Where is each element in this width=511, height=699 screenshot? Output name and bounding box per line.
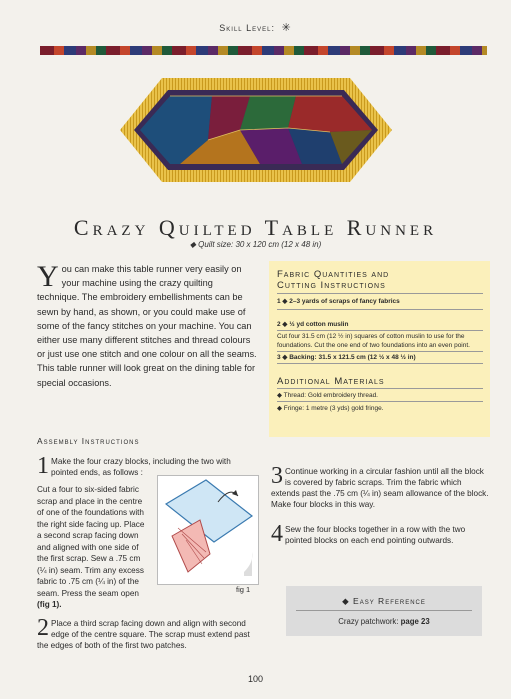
skill-level-label: Skill Level: — [219, 23, 275, 33]
step-1-detail-text: Cut a four to six-sided fabric scrap and place in the centre of one of the foundations with the right side facing up. Place a second scrap facing down and aligned with one side of the first scrap. Sew a .75 cm (¼ in) seam. Trim any excess fabric to .75 cm (¼ in) of the seam. Press the seam open — [37, 485, 145, 598]
fabric-heading-line2: Cutting Instructions — [277, 280, 386, 291]
intro-paragraph — [37, 262, 257, 390]
star-icon: ✳ — [281, 22, 292, 34]
easy-reference-text: Crazy patchwork: — [338, 617, 399, 626]
step-4-number: 4 — [271, 521, 283, 547]
skill-level — [0, 21, 511, 34]
page-number: 100 — [247, 674, 264, 684]
fringe-material: ◆ Fringe: 1 metre (3 yds) gold fringe. — [277, 405, 384, 412]
fabric-item-1: 1 ◆ 2–3 yards of scraps of fancy fabrics — [277, 298, 400, 305]
fig-ref: (fig 1). — [37, 600, 62, 609]
step-1-detail — [37, 484, 151, 611]
easy-reference-box — [286, 586, 482, 636]
fig-1-label: fig 1 — [236, 585, 251, 594]
fabric-item-2-title: 2 ◆ ½ yd cotton muslin — [277, 321, 349, 328]
easy-reference-page: page 23 — [400, 617, 430, 626]
assembly-heading: Assembly Instructions — [37, 436, 140, 446]
step-2-number: 2 — [37, 615, 49, 641]
step-2-text: Place a third scrap facing down and align with second edge of the centre square. The scrap must extend past the edges of both of the first two patches. — [37, 619, 250, 650]
fig-1-diagram — [157, 475, 259, 585]
table-runner-photo — [120, 70, 392, 190]
fabric-heading-line1: Fabric Quantities and — [277, 269, 390, 280]
fabric-item-3: 3 ◆ Backing: 31.5 x 121.5 cm (12 ½ x 48 ½ in) — [277, 354, 416, 361]
step-3 — [271, 463, 491, 510]
step-1-number: 1 — [37, 453, 49, 479]
additional-materials-heading: Additional Materials — [277, 376, 385, 387]
easy-reference-heading: ◆ Easy Reference — [342, 596, 426, 606]
decorative-border — [40, 46, 487, 55]
step-2 — [37, 615, 257, 651]
intro-text: ou can make this table runner very easily on your machine using the crazy quilting technique. The embroidery embellishments can be sewn by hand, as shown, or you could make use of some of the fancy stitches on your machine. You can either use many different stitches and thread colours or just use one stitch and one colour on all the seams. This table runner will look great on the dining table for special occasions. — [37, 264, 257, 388]
step-1-text: Make the four crazy blocks, including the two with pointed ends, as follows : — [51, 457, 231, 477]
drop-cap: Y — [37, 260, 59, 293]
page-title: Crazy Quilted Table Runner — [73, 215, 438, 240]
fabric-quantities-box — [269, 261, 490, 437]
step-4 — [271, 521, 491, 547]
fabric-item-2-text: Cut four 31.5 cm (12 ½ in) squares of cotton muslin to use for the foundations. Cut the one end of two foundations into an even point. — [277, 333, 470, 349]
step-3-number: 3 — [271, 463, 283, 489]
step-4-text: Sew the four blocks together in a row with the two pointed blocks on each end pointing outwards. — [285, 525, 466, 545]
thread-material: ◆ Thread: Gold embroidery thread. — [277, 392, 378, 399]
easy-reference-line — [286, 617, 482, 626]
quilt-size: ◆ Quilt size: 30 x 120 cm (12 x 48 in) — [189, 240, 322, 249]
step-3-text: Continue working in a circular fashion until all the block is covered by fabric scraps. Trim the fabric which extends past the .75 cm (¼ in) seam allowance of the block. Make four blocks in this way. — [271, 467, 489, 509]
